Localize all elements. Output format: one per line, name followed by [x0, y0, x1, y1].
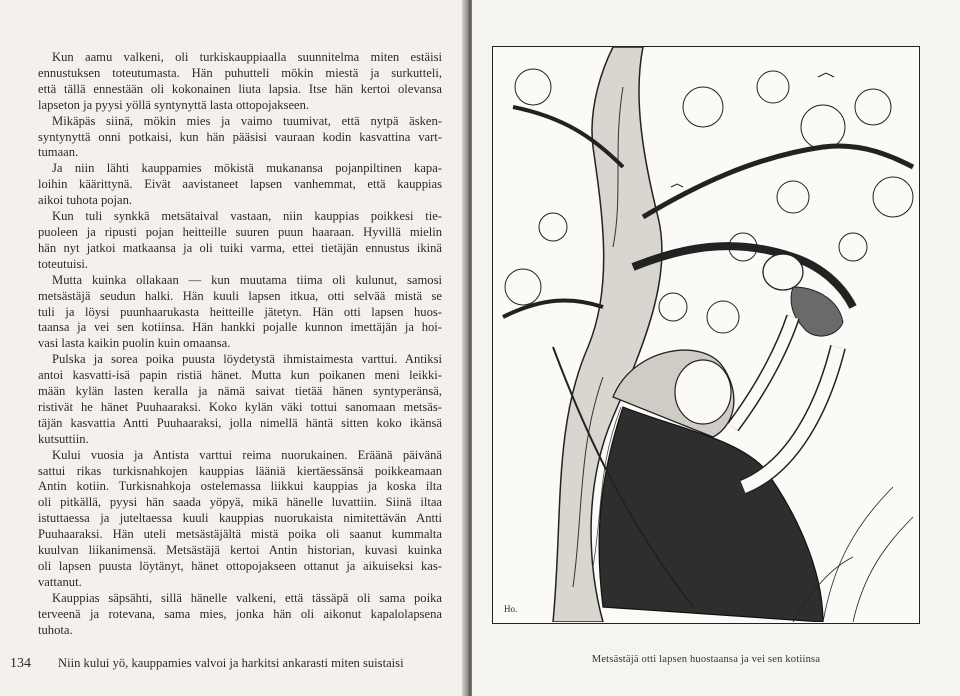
text-line: toteutuisi.: [38, 256, 89, 271]
text-line: tuhota.: [38, 622, 73, 637]
text-line: oli pitkällä, pyysi hän saada yöpyä, mikä hänelle luvattiin. Siinä iltaa: [38, 495, 442, 510]
text-line: kutsuttiin.: [38, 431, 89, 446]
text-line: Kun aamu valkeni, oli turkiskauppiaalla suunnitelma miten estäisi: [52, 50, 442, 64]
page-number: 134: [10, 656, 31, 671]
text-line: tumaan.: [38, 145, 79, 160]
text-line: Mutta kuinka ollakaan — kun muutama tiima oli kulunut, samosi: [52, 272, 442, 287]
artist-signature: Ho.: [504, 604, 518, 614]
text-line: vasi lasta kaikin puolin kuin omaansa.: [38, 336, 231, 351]
text-line: ennustuksen toteutumasta. Hän puhutteli mökin miestä ja surkutteli,: [38, 65, 442, 80]
text-line: kuulvan liikanimensä. Metsästäjä kertoi Antin historian, kuvasi kuinka: [38, 543, 442, 558]
text-line: loihin käärittynä. Eivät aavistaneet lapsen vanhemmat, että kauppias: [38, 177, 442, 192]
text-line: hän nyt jatkoi matkaansa ja oli tuiki varma, ettei tietäjän ennustus ikinä: [38, 240, 442, 255]
text-line: metsästäjä seudun halki. Hän kuuli lapsen itkua, otti selvää mistä se: [38, 288, 442, 303]
text-line: vattanut.: [38, 574, 82, 589]
text-line: aikoi tuhota pojan.: [38, 193, 133, 208]
text-line: Antin kotiin. Turkisnahkoja ostelemassa liikkui kauppias ja koska ilta: [38, 479, 442, 494]
last-text-line: Niin kului yö, kauppamies valvoi ja harkitsi ankarasti miten suistaisi: [58, 656, 404, 670]
text-line: istuttaessa ja juteltaessa kuuli kauppias nuorukaista nimitettävän Antti: [38, 511, 442, 526]
illustration-caption: Metsästäjä otti lapsen huostaansa ja vei sen kotiinsa: [591, 654, 821, 665]
text-line: että tällä ennestään oli kokonainen liuta lapsia. Itse hän kertoi olevansa: [38, 81, 442, 96]
text-line: mään kylän lasten keralla ja nämä saivat tietää hänen syntyperänsä,: [38, 384, 442, 399]
text-line: Kului vuosia ja Antista varttui reima nuorukainen. Eräänä päivänä: [52, 447, 442, 462]
text-line: syntynyttä onni potkaisi, kun hän pääsisi vauraan kodin kasvattina vart-: [38, 129, 442, 144]
text-line: täjän kasvattia Antti Puuhaaraksi, jolla nimellä häntä sitten koko ikänsä: [38, 415, 442, 430]
text-line: tuli ja löysi puunhaarukasta heitteille jätetyn. Hän otti lapsen huos-: [38, 304, 442, 319]
text-line: antoi kasvatti-isä papin ristiä hänet. Mutta kun poikanen meni leikki-: [38, 368, 442, 383]
text-line: Mikäpäs siinä, mökin mies ja vaimo tuumivat, että nytpä äsken-: [52, 113, 442, 128]
text-line: terveenä ja rotevana, sama mies, jonka hän oli aikonut kapalolapsena: [38, 606, 442, 621]
text-line: oli lapsen puusta löytänyt, hänet ottopojakseen ottanut ja aikuiseksi kas-: [38, 559, 442, 573]
body-text: [38, 50, 442, 639]
left-page: [0, 0, 468, 696]
text-line: ristivät he hänet Puuhaaraksi. Koko kylän väki tottui sanomaan metsäs-: [38, 399, 442, 414]
text-line: Pulska ja sorea poika puusta löydetystä ihmistaimesta varttui. Antiksi: [52, 352, 442, 367]
text-line: lapseton ja pyysi yöllä syntynyttä lasta ottopojakseen.: [38, 97, 310, 112]
text-line: taansa ja vei sen kotiinsa. Hän hankki pojalle kunnon imettäjän ja hoi-: [38, 320, 442, 335]
text-line: Puuhaaraksi. Hän uteli metsästäjältä mistä poika oli saanut kummalta: [38, 527, 442, 542]
text-line: Ja niin lähti kauppamies mökistä mukanansa pojanpiltinen kapa-: [52, 161, 442, 176]
text-line: puoleen ja ripusti pojan heitteille suuren puun haaraan. Hyvillä mielin: [38, 224, 442, 239]
text-line: sattui rikas turkisnahkojen kauppias lääniä kiertäessänsä poikkeamaan: [38, 463, 442, 478]
text-line: Kun tuli synkkä metsätaival vastaan, niin kauppias poikkesi tie-: [52, 209, 442, 224]
illustration: [492, 46, 920, 624]
text-line: Kauppias säpsähti, sillä hänelle valkeni, että tässäpä oli sama poika: [52, 590, 442, 605]
illustration-drawing: [493, 47, 918, 622]
bottom-line: [10, 656, 442, 672]
